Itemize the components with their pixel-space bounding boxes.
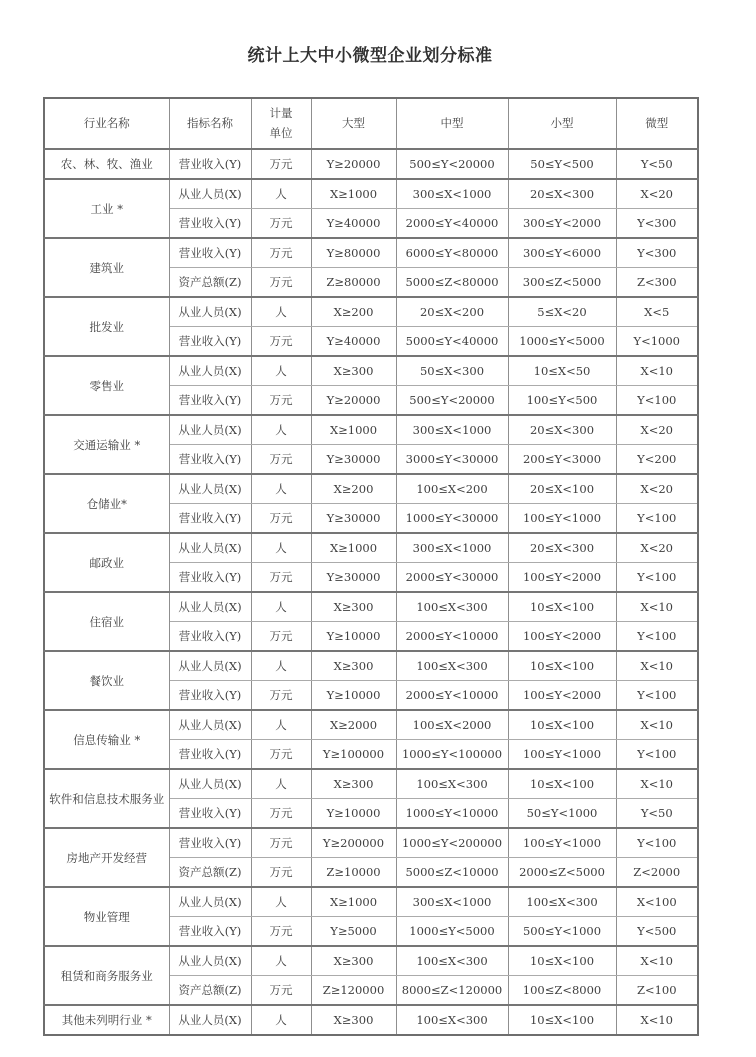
medium-cell: 5000≤Z<80000: [396, 268, 508, 298]
unit-cell: 万元: [251, 858, 311, 888]
table-row: [44, 887, 698, 917]
micro-cell: Y<100: [616, 740, 698, 770]
table-row: [44, 946, 698, 976]
table-row: [44, 592, 698, 622]
micro-cell: X<10: [616, 1005, 698, 1035]
indicator-cell: 营业收入(Y): [169, 149, 251, 179]
header-unit: [251, 98, 311, 149]
header-industry-label: 行业名称: [83, 115, 130, 130]
small-cell: 20≤X<300: [508, 179, 616, 209]
unit-cell: 万元: [251, 149, 311, 179]
industry-cell: 软件和信息技术服务业: [44, 769, 169, 828]
small-cell: 50≤Y<1000: [508, 799, 616, 829]
micro-cell: Y<300: [616, 209, 698, 239]
indicator-cell: 从业人员(X): [169, 533, 251, 563]
small-cell: 100≤Y<1000: [508, 504, 616, 534]
micro-cell: Y<100: [616, 504, 698, 534]
small-cell: 10≤X<100: [508, 769, 616, 799]
unit-cell: 万元: [251, 445, 311, 475]
industry-cell: 其他未列明行业 *: [44, 1005, 169, 1035]
page-title: 统计上大中小微型企业划分标准: [247, 46, 493, 66]
large-cell: Y≥30000: [311, 504, 396, 534]
medium-cell: 6000≤Y<80000: [396, 238, 508, 268]
medium-cell: 100≤X<200: [396, 474, 508, 504]
small-cell: 20≤X<300: [508, 415, 616, 445]
medium-cell: 1000≤Y<200000: [396, 828, 508, 858]
medium-cell: 5000≤Y<40000: [396, 327, 508, 357]
table-row: [44, 710, 698, 740]
indicator-cell: 营业收入(Y): [169, 327, 251, 357]
standards-table: [43, 97, 699, 1036]
medium-cell: 300≤X<1000: [396, 533, 508, 563]
micro-cell: Y<100: [616, 386, 698, 416]
small-cell: 5≤X<20: [508, 297, 616, 327]
unit-cell: 人: [251, 592, 311, 622]
micro-cell: X<20: [616, 474, 698, 504]
small-cell: 1000≤Y<5000: [508, 327, 616, 357]
large-cell: Y≥20000: [311, 149, 396, 179]
medium-cell: 2000≤Y<10000: [396, 622, 508, 652]
small-cell: 100≤Y<500: [508, 386, 616, 416]
unit-cell: 万元: [251, 917, 311, 947]
large-cell: X≥1000: [311, 415, 396, 445]
medium-cell: 100≤X<300: [396, 769, 508, 799]
table-row: [44, 356, 698, 386]
large-cell: Y≥10000: [311, 622, 396, 652]
indicator-cell: 资产总额(Z): [169, 858, 251, 888]
small-cell: 10≤X<100: [508, 946, 616, 976]
micro-cell: X<20: [616, 415, 698, 445]
indicator-cell: 从业人员(X): [169, 474, 251, 504]
indicator-cell: 从业人员(X): [169, 415, 251, 445]
industry-cell: 房地产开发经营: [44, 828, 169, 887]
industry-cell: 交通运输业 *: [44, 415, 169, 474]
micro-cell: X<10: [616, 592, 698, 622]
large-cell: X≥300: [311, 1005, 396, 1035]
medium-cell: 2000≤Y<10000: [396, 681, 508, 711]
medium-cell: 100≤X<300: [396, 1005, 508, 1035]
table-row: [44, 474, 698, 504]
table-row: [44, 297, 698, 327]
large-cell: Y≥10000: [311, 799, 396, 829]
indicator-cell: 从业人员(X): [169, 710, 251, 740]
medium-cell: 300≤X<1000: [396, 887, 508, 917]
medium-cell: 1000≤Y<100000: [396, 740, 508, 770]
large-cell: Y≥20000: [311, 386, 396, 416]
indicator-cell: 从业人员(X): [169, 946, 251, 976]
small-cell: 20≤X<100: [508, 474, 616, 504]
industry-cell: 租赁和商务服务业: [44, 946, 169, 1005]
header-industry: [44, 98, 169, 149]
header-medium-label: 中型: [440, 115, 464, 130]
medium-cell: 8000≤Z<120000: [396, 976, 508, 1006]
small-cell: 10≤X<100: [508, 710, 616, 740]
medium-cell: 100≤X<300: [396, 651, 508, 681]
small-cell: 10≤X<100: [508, 651, 616, 681]
micro-cell: Y<100: [616, 828, 698, 858]
header-small: [508, 98, 616, 149]
medium-cell: 300≤X<1000: [396, 179, 508, 209]
micro-cell: Z<100: [616, 976, 698, 1006]
indicator-cell: 营业收入(Y): [169, 740, 251, 770]
industry-cell: 零售业: [44, 356, 169, 415]
table-row: [44, 179, 698, 209]
unit-cell: 万元: [251, 268, 311, 298]
medium-cell: 100≤X<300: [396, 946, 508, 976]
medium-cell: 100≤X<2000: [396, 710, 508, 740]
micro-cell: X<10: [616, 356, 698, 386]
industry-cell: 邮政业: [44, 533, 169, 592]
header-large: [311, 98, 396, 149]
micro-cell: X<5: [616, 297, 698, 327]
indicator-cell: 营业收入(Y): [169, 504, 251, 534]
indicator-cell: 从业人员(X): [169, 769, 251, 799]
unit-cell: 人: [251, 710, 311, 740]
micro-cell: X<10: [616, 710, 698, 740]
unit-cell: 万元: [251, 327, 311, 357]
unit-cell: 万元: [251, 504, 311, 534]
indicator-cell: 营业收入(Y): [169, 917, 251, 947]
indicator-cell: 营业收入(Y): [169, 622, 251, 652]
micro-cell: Y<1000: [616, 327, 698, 357]
large-cell: X≥300: [311, 356, 396, 386]
medium-cell: 1000≤Y<5000: [396, 917, 508, 947]
unit-cell: 万元: [251, 563, 311, 593]
micro-cell: X<10: [616, 946, 698, 976]
large-cell: Z≥80000: [311, 268, 396, 298]
micro-cell: Y<300: [616, 238, 698, 268]
small-cell: 100≤X<300: [508, 887, 616, 917]
indicator-cell: 从业人员(X): [169, 651, 251, 681]
table-row: [44, 533, 698, 563]
unit-cell: 人: [251, 474, 311, 504]
industry-cell: 仓储业*: [44, 474, 169, 533]
header-large-label: 大型: [342, 115, 365, 130]
industry-cell: 信息传输业 *: [44, 710, 169, 769]
large-cell: X≥1000: [311, 179, 396, 209]
small-cell: 100≤Y<2000: [508, 622, 616, 652]
unit-cell: 人: [251, 769, 311, 799]
micro-cell: X<20: [616, 179, 698, 209]
small-cell: 20≤X<300: [508, 533, 616, 563]
indicator-cell: 营业收入(Y): [169, 681, 251, 711]
unit-cell: 人: [251, 946, 311, 976]
unit-cell: 万元: [251, 622, 311, 652]
indicator-cell: 营业收入(Y): [169, 563, 251, 593]
large-cell: Y≥40000: [311, 327, 396, 357]
table-row: [44, 149, 698, 179]
small-cell: 200≤Y<3000: [508, 445, 616, 475]
micro-cell: Y<100: [616, 681, 698, 711]
standards-table-body: [44, 149, 698, 1035]
industry-cell: 工业 *: [44, 179, 169, 238]
unit-cell: 人: [251, 415, 311, 445]
large-cell: X≥200: [311, 297, 396, 327]
unit-cell: 万元: [251, 799, 311, 829]
micro-cell: X<10: [616, 769, 698, 799]
table-row: [44, 1005, 698, 1035]
indicator-cell: 从业人员(X): [169, 887, 251, 917]
micro-cell: Y<50: [616, 149, 698, 179]
medium-cell: 3000≤Y<30000: [396, 445, 508, 475]
indicator-cell: 资产总额(Z): [169, 976, 251, 1006]
indicator-cell: 营业收入(Y): [169, 209, 251, 239]
header-unit-line1: 计量: [269, 105, 293, 120]
unit-cell: 人: [251, 533, 311, 563]
indicator-cell: 从业人员(X): [169, 592, 251, 622]
medium-cell: 2000≤Y<30000: [396, 563, 508, 593]
table-header: [44, 98, 698, 149]
small-cell: 100≤Z<8000: [508, 976, 616, 1006]
header-unit-line2: 单位: [269, 125, 293, 140]
small-cell: 50≤Y<500: [508, 149, 616, 179]
micro-cell: Z<2000: [616, 858, 698, 888]
indicator-cell: 营业收入(Y): [169, 386, 251, 416]
unit-cell: 人: [251, 1005, 311, 1035]
industry-cell: 物业管理: [44, 887, 169, 946]
table-header-row: [44, 98, 698, 149]
table-row: [44, 238, 698, 268]
small-cell: 100≤Y<1000: [508, 828, 616, 858]
medium-cell: 50≤X<300: [396, 356, 508, 386]
large-cell: Z≥120000: [311, 976, 396, 1006]
indicator-cell: 资产总额(Z): [169, 268, 251, 298]
large-cell: Y≥40000: [311, 209, 396, 239]
unit-cell: 万元: [251, 209, 311, 239]
small-cell: 100≤Y<1000: [508, 740, 616, 770]
micro-cell: Y<50: [616, 799, 698, 829]
industry-cell: 餐饮业: [44, 651, 169, 710]
indicator-cell: 从业人员(X): [169, 1005, 251, 1035]
unit-cell: 万元: [251, 386, 311, 416]
large-cell: X≥200: [311, 474, 396, 504]
large-cell: Y≥80000: [311, 238, 396, 268]
large-cell: Y≥200000: [311, 828, 396, 858]
medium-cell: 500≤Y<20000: [396, 149, 508, 179]
medium-cell: 2000≤Y<40000: [396, 209, 508, 239]
small-cell: 500≤Y<1000: [508, 917, 616, 947]
small-cell: 10≤X<50: [508, 356, 616, 386]
unit-cell: 万元: [251, 681, 311, 711]
small-cell: 2000≤Z<5000: [508, 858, 616, 888]
small-cell: 300≤Y<6000: [508, 238, 616, 268]
unit-cell: 人: [251, 356, 311, 386]
micro-cell: Y<100: [616, 622, 698, 652]
unit-cell: 万元: [251, 740, 311, 770]
micro-cell: X<10: [616, 651, 698, 681]
large-cell: X≥300: [311, 592, 396, 622]
large-cell: Y≥100000: [311, 740, 396, 770]
table-row: [44, 415, 698, 445]
large-cell: X≥300: [311, 946, 396, 976]
medium-cell: 1000≤Y<10000: [396, 799, 508, 829]
micro-cell: Y<500: [616, 917, 698, 947]
unit-cell: 万元: [251, 976, 311, 1006]
table-row: [44, 828, 698, 858]
large-cell: X≥300: [311, 651, 396, 681]
header-indicator: [169, 98, 251, 149]
medium-cell: 5000≤Z<10000: [396, 858, 508, 888]
micro-cell: Z<300: [616, 268, 698, 298]
large-cell: Y≥30000: [311, 445, 396, 475]
unit-cell: 万元: [251, 238, 311, 268]
indicator-cell: 营业收入(Y): [169, 828, 251, 858]
header-micro-label: 微型: [645, 115, 669, 130]
medium-cell: 300≤X<1000: [396, 415, 508, 445]
small-cell: 300≤Y<2000: [508, 209, 616, 239]
table-row: [44, 651, 698, 681]
small-cell: 10≤X<100: [508, 592, 616, 622]
large-cell: Z≥10000: [311, 858, 396, 888]
small-cell: 10≤X<100: [508, 1005, 616, 1035]
indicator-cell: 营业收入(Y): [169, 238, 251, 268]
industry-cell: 农、林、牧、渔业: [44, 149, 169, 179]
large-cell: X≥300: [311, 769, 396, 799]
large-cell: X≥2000: [311, 710, 396, 740]
industry-cell: 住宿业: [44, 592, 169, 651]
unit-cell: 万元: [251, 828, 311, 858]
header-micro: [616, 98, 698, 149]
medium-cell: 500≤Y<20000: [396, 386, 508, 416]
indicator-cell: 从业人员(X): [169, 297, 251, 327]
header-indicator-label: 指标名称: [187, 115, 233, 130]
large-cell: X≥1000: [311, 533, 396, 563]
indicator-cell: 从业人员(X): [169, 356, 251, 386]
unit-cell: 人: [251, 887, 311, 917]
micro-cell: Y<200: [616, 445, 698, 475]
small-cell: 100≤Y<2000: [508, 681, 616, 711]
micro-cell: X<20: [616, 533, 698, 563]
unit-cell: 人: [251, 297, 311, 327]
indicator-cell: 营业收入(Y): [169, 445, 251, 475]
medium-cell: 1000≤Y<30000: [396, 504, 508, 534]
large-cell: Y≥10000: [311, 681, 396, 711]
large-cell: X≥1000: [311, 887, 396, 917]
table-row: [44, 769, 698, 799]
unit-cell: 人: [251, 179, 311, 209]
micro-cell: X<100: [616, 887, 698, 917]
large-cell: Y≥30000: [311, 563, 396, 593]
indicator-cell: 从业人员(X): [169, 179, 251, 209]
micro-cell: Y<100: [616, 563, 698, 593]
medium-cell: 20≤X<200: [396, 297, 508, 327]
small-cell: 100≤Y<2000: [508, 563, 616, 593]
header-small-label: 小型: [550, 115, 574, 130]
indicator-cell: 营业收入(Y): [169, 799, 251, 829]
industry-cell: 建筑业: [44, 238, 169, 297]
header-medium: [396, 98, 508, 149]
small-cell: 300≤Z<5000: [508, 268, 616, 298]
medium-cell: 100≤X<300: [396, 592, 508, 622]
industry-cell: 批发业: [44, 297, 169, 356]
unit-cell: 人: [251, 651, 311, 681]
large-cell: Y≥5000: [311, 917, 396, 947]
